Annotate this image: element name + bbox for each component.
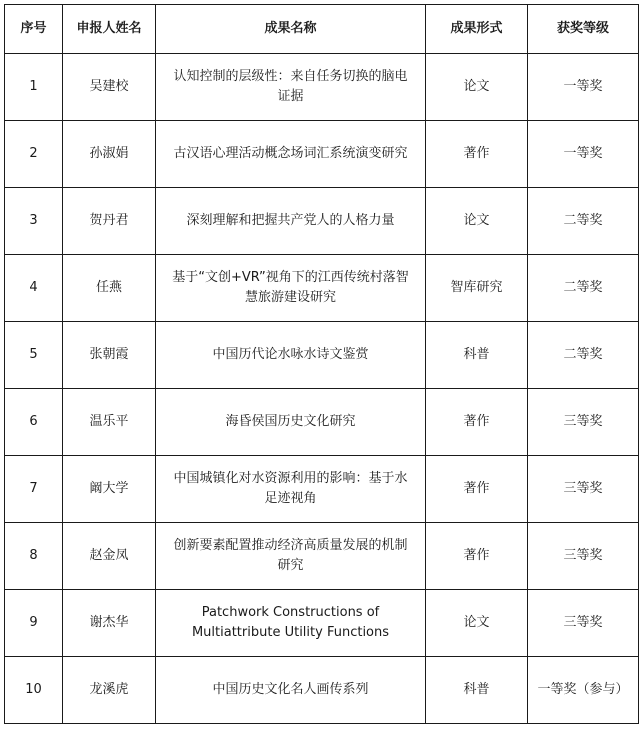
cell-name: 龙溪虎 xyxy=(63,657,156,724)
cell-form: 著作 xyxy=(426,456,528,523)
cell-form: 论文 xyxy=(426,188,528,255)
cell-name: 任燕 xyxy=(63,255,156,322)
table-row xyxy=(5,188,639,255)
cell-form: 著作 xyxy=(426,121,528,188)
cell-form: 论文 xyxy=(426,54,528,121)
table-body xyxy=(5,54,639,724)
cell-no: 3 xyxy=(5,188,63,255)
cell-name: 阚大学 xyxy=(63,456,156,523)
cell-name: 赵金凤 xyxy=(63,523,156,590)
table-row xyxy=(5,389,639,456)
cell-level: 一等奖 xyxy=(528,121,639,188)
cell-title: 创新要素配置推动经济高质量发展的机制研究 xyxy=(156,523,426,590)
cell-level: 三等奖 xyxy=(528,456,639,523)
award-table-container xyxy=(4,4,639,724)
table-row xyxy=(5,456,639,523)
cell-form: 科普 xyxy=(426,657,528,724)
cell-level: 一等奖 xyxy=(528,54,639,121)
cell-level: 二等奖 xyxy=(528,255,639,322)
cell-title: 海昏侯国历史文化研究 xyxy=(156,389,426,456)
table-row xyxy=(5,322,639,389)
cell-no: 6 xyxy=(5,389,63,456)
cell-no: 8 xyxy=(5,523,63,590)
cell-level: 三等奖 xyxy=(528,590,639,657)
award-table xyxy=(4,4,639,724)
header-level: 获奖等级 xyxy=(528,5,639,54)
cell-form: 论文 xyxy=(426,590,528,657)
cell-no: 1 xyxy=(5,54,63,121)
cell-title: Patchwork Constructions of Multiattribute Utility Functions xyxy=(156,590,426,657)
cell-level: 三等奖 xyxy=(528,389,639,456)
cell-no: 9 xyxy=(5,590,63,657)
table-row xyxy=(5,54,639,121)
cell-no: 5 xyxy=(5,322,63,389)
cell-level: 三等奖 xyxy=(528,523,639,590)
cell-name: 谢杰华 xyxy=(63,590,156,657)
cell-title: 认知控制的层级性：来自任务切换的脑电证据 xyxy=(156,54,426,121)
table-header xyxy=(5,5,639,54)
cell-title: 深刻理解和把握共产党人的人格力量 xyxy=(156,188,426,255)
table-row xyxy=(5,523,639,590)
table-row xyxy=(5,590,639,657)
cell-name: 贺丹君 xyxy=(63,188,156,255)
cell-title: 中国历代论水咏水诗文鉴赏 xyxy=(156,322,426,389)
cell-title: 古汉语心理活动概念场词汇系统演变研究 xyxy=(156,121,426,188)
cell-name: 孙淑娟 xyxy=(63,121,156,188)
header-row xyxy=(5,5,639,54)
cell-form: 科普 xyxy=(426,322,528,389)
cell-title: 中国城镇化对水资源利用的影响：基于水足迹视角 xyxy=(156,456,426,523)
table-row xyxy=(5,255,639,322)
cell-level: 二等奖 xyxy=(528,188,639,255)
table-row xyxy=(5,121,639,188)
cell-form: 智库研究 xyxy=(426,255,528,322)
cell-title: 基于“文创+VR”视角下的江西传统村落智慧旅游建设研究 xyxy=(156,255,426,322)
cell-name: 张朝霞 xyxy=(63,322,156,389)
cell-name: 温乐平 xyxy=(63,389,156,456)
header-title: 成果名称 xyxy=(156,5,426,54)
table-row xyxy=(5,657,639,724)
cell-title: 中国历史文化名人画传系列 xyxy=(156,657,426,724)
cell-no: 10 xyxy=(5,657,63,724)
cell-form: 著作 xyxy=(426,389,528,456)
header-form: 成果形式 xyxy=(426,5,528,54)
cell-form: 著作 xyxy=(426,523,528,590)
cell-level: 一等奖（参与） xyxy=(528,657,639,724)
cell-name: 吴建校 xyxy=(63,54,156,121)
cell-no: 2 xyxy=(5,121,63,188)
cell-no: 4 xyxy=(5,255,63,322)
header-name: 申报人姓名 xyxy=(63,5,156,54)
header-no: 序号 xyxy=(5,5,63,54)
cell-no: 7 xyxy=(5,456,63,523)
cell-level: 二等奖 xyxy=(528,322,639,389)
